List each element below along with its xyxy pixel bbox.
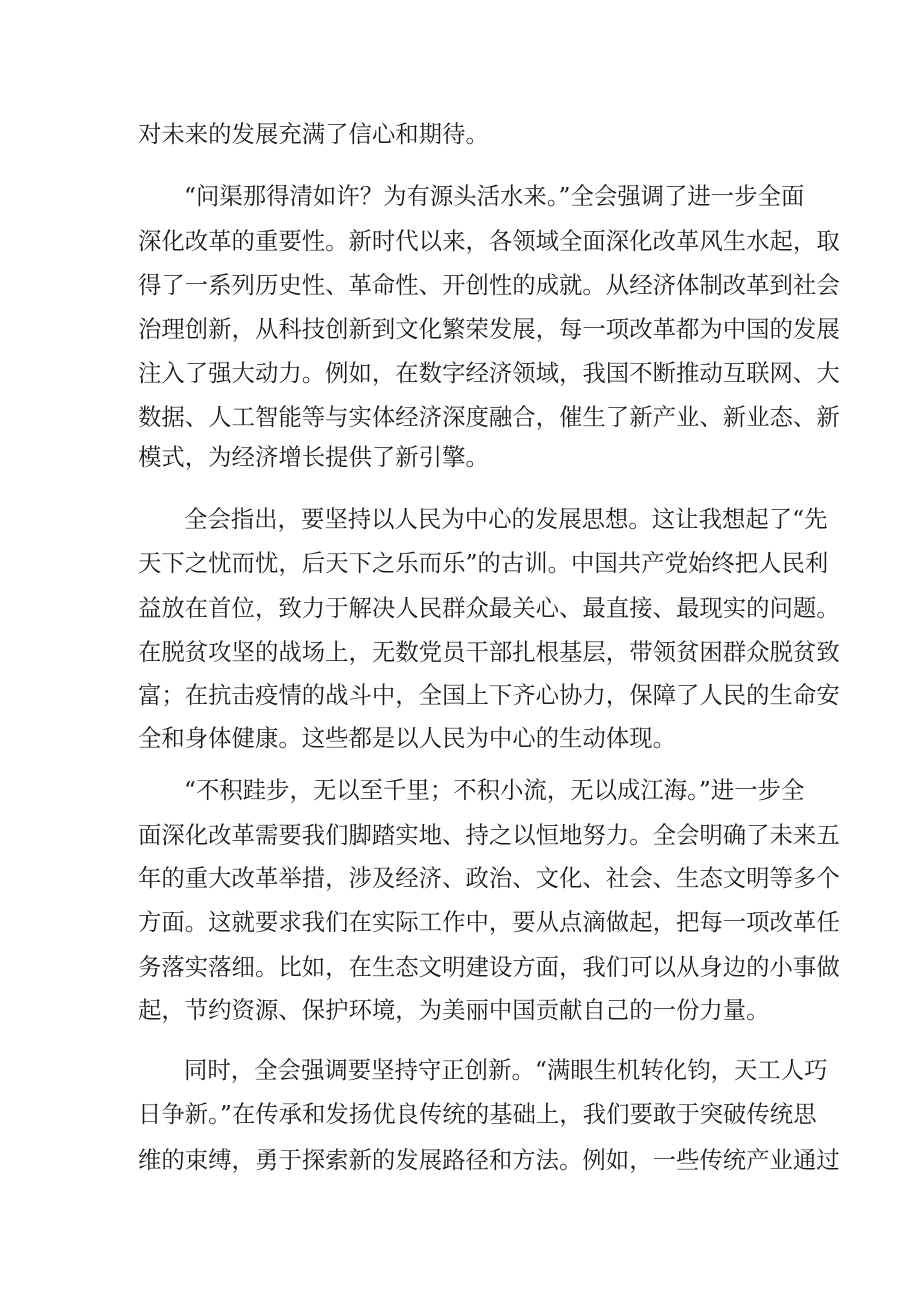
text-line: “问渠那得清如许？为有源头活水来。”全会强调了进一步全面 (184, 182, 805, 210)
text-line: 得了一系列历史性、革命性、开创性的成就。从经济体制改革到社会 (138, 271, 840, 299)
text-line: 富；在抗击疫情的战斗中，全国上下齐心协力，保障了人民的生命安 (138, 681, 840, 709)
text-line: 注入了强大动力。例如，在数字经济领域，我国不断推动互联网、大 (138, 359, 840, 387)
text-line: 数据、人工智能等与实体经济深度融合，催生了新产业、新业态、新 (138, 403, 840, 431)
text-line: 天下之忧而忧，后天下之乐而乐”的古训。中国共产党始终把人民利 (138, 549, 829, 577)
text-line: 方面。这就要求我们在实际工作中，要从点滴做起，把每一项改革任 (138, 908, 840, 936)
text-line: 全会指出，要坚持以人民为中心的发展思想。这让我想起了“先 (184, 505, 828, 533)
text-line: 对未来的发展充满了信心和期待。 (138, 120, 489, 148)
text-line: 年的重大改革举措，涉及经济、政治、文化、社会、生态文明等多个 (138, 864, 840, 892)
text-line: 日争新。”在传承和发扬优良传统的基础上，我们要敢于突破传统思 (138, 1100, 817, 1128)
text-line: 在脱贫攻坚的战场上，无数党员干部扎根基层，带领贫困群众脱贫致 (138, 638, 840, 666)
text-line: 全和身体健康。这些都是以人民为中心的生动体现。 (138, 724, 676, 752)
text-line: “不积跬步，无以至千里；不积小流，无以成江海。”进一步全 (184, 776, 805, 804)
text-line: 模式，为经济增长提供了新引擎。 (138, 443, 489, 471)
text-line: 起，节约资源、保护环境，为美丽中国贡献自己的一份力量。 (138, 996, 770, 1024)
text-line: 益放在首位，致力于解决人民群众最关心、最直接、最现实的问题。 (138, 594, 840, 622)
text-line: 面深化改革需要我们脚踏实地、持之以恒地努力。全会明确了未来五 (138, 821, 840, 849)
text-line: 深化改革的重要性。新时代以来，各领域全面深化改革风生水起，取 (138, 227, 840, 255)
text-line: 治理创新，从科技创新到文化繁荣发展，每一项改革都为中国的发展 (138, 315, 840, 343)
text-line: 维的束缚，勇于探索新的发展路径和方法。例如，一些传统产业通过 (138, 1146, 840, 1174)
text-line: 务落实落细。比如，在生态文明建设方面，我们可以从身边的小事做 (138, 953, 840, 981)
text-line: 同时，全会强调要坚持守正创新。“满眼生机转化钧，天工人巧 (184, 1056, 828, 1084)
